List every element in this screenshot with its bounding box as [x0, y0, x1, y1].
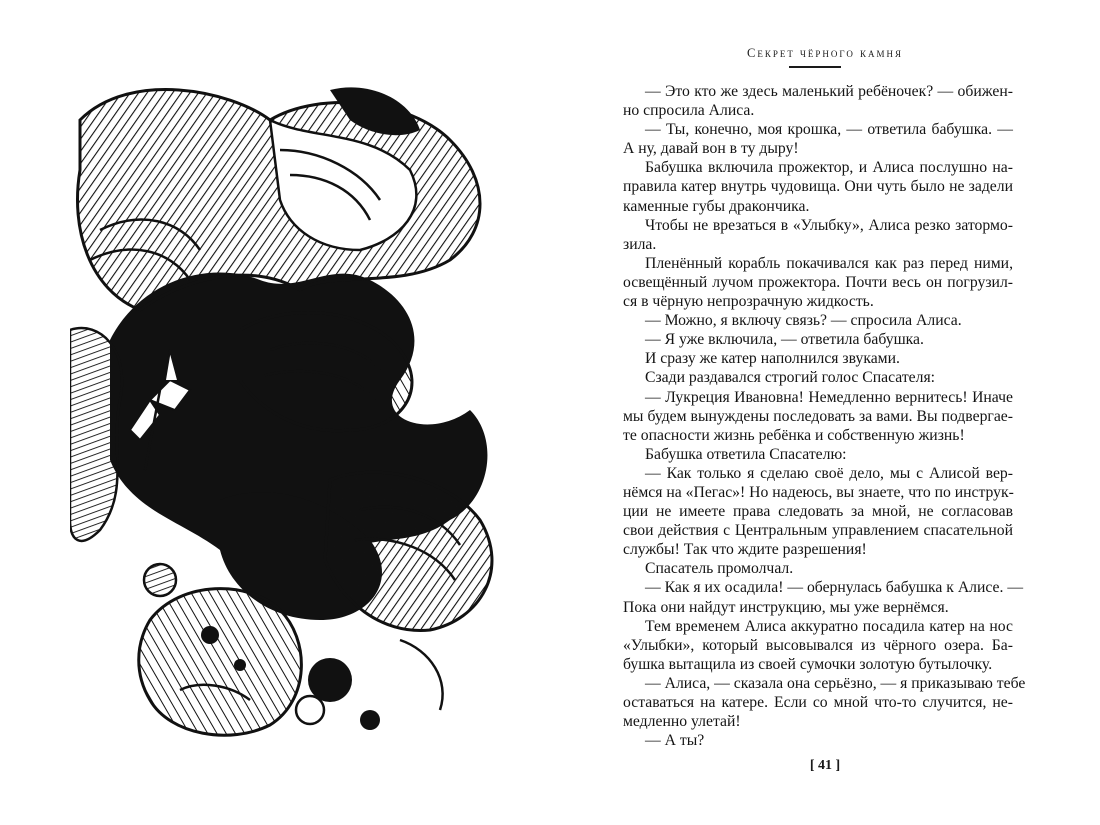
text-line: А ну, давай вон в ту дыру! — [623, 140, 799, 158]
text-line: правила катер внутрь чудовища. Они чуть было не задели — [623, 178, 1013, 196]
text-line: ся в чёрную непрозрачную жидкость. — [623, 293, 874, 311]
text-line: каменные губы дракончика. — [623, 197, 810, 215]
text-line: — Как я их осадила! — обернулась бабушка к Алисе. — — [645, 579, 1024, 597]
text-line: оставаться на катере. Если со мной что-то случится, не- — [623, 694, 1013, 711]
text-line: Чтобы не врезаться в «Улыбку», Алиса резко затормо- — [645, 216, 1013, 234]
ink-illustration-icon — [70, 80, 510, 740]
text-line: — Ты, конечно, моя крошка, — ответила бабушка. — — [645, 121, 1013, 139]
text-line: — Как только я сделаю своё дело, мы с Алисой вер- — [645, 464, 1013, 482]
text-line: зила. — [623, 235, 657, 253]
right-page — [550, 0, 1100, 825]
text-line: службы! Так что ждите разрешения! — [623, 541, 867, 559]
text-line: освещённый лучом прожектора. Почти весь он погрузил- — [623, 273, 1013, 291]
text-line: медленно улетай! — [623, 713, 741, 731]
text-line: — Я уже включила, — ответила бабушка. — [645, 331, 924, 349]
text-line: бушка вытащила из своей сумочки золотую бутылочку. — [623, 655, 993, 673]
text-line: Пленённый корабль покачивался как раз перед ними, — [645, 254, 1013, 272]
text-line: Бабушка включила прожектор, и Алиса послушно на- — [645, 159, 1013, 177]
text-line: Сзади раздавался строгий голос Спасателя: — [645, 369, 936, 387]
text-line: Спасатель промолчал. — [645, 560, 794, 578]
head-rule — [789, 66, 841, 68]
page-number: [ 41 ] — [809, 758, 841, 773]
text-line: Пока они найдут инструкцию, мы уже вернёмся. — [623, 598, 949, 616]
running-head: Секрет чёрного камня — [747, 46, 903, 60]
text-line: — Это кто же здесь маленький ребёночек? — обижен- — [645, 83, 1013, 100]
text-line: нёмся на «Пегас»! Но надеюсь, вы знаете, что по инструк- — [623, 483, 1014, 501]
text-line: ции не имеете права следовать за мной, не согласовав — [623, 503, 1013, 521]
text-line: те опасности жизнь ребёнка и собственную жизнь! — [623, 426, 965, 444]
text-line: Бабушка ответила Спасателю: — [645, 445, 847, 463]
text-line: — А ты? — [645, 732, 705, 750]
text-line: Тем временем Алиса аккуратно посадила катер на нос — [645, 617, 1013, 635]
text-line: — Лукреция Ивановна! Немедленно вернитесь! Иначе — [645, 388, 1013, 406]
text-line: свои действия с Центральным управлением спасательной — [623, 522, 1013, 540]
body-text — [623, 82, 1026, 750]
text-line: «Улыбки», который высовывался из чёрного озера. Ба- — [623, 636, 1013, 654]
text-line: — Алиса, — сказала она серьёзно, — я приказываю тебе — [645, 674, 1026, 692]
text-line: мы будем вынуждены последовать за вами. Вы подвергае- — [623, 407, 1013, 425]
text-line: — Можно, я включу связь? — спросила Алиса. — [645, 312, 962, 330]
text-line: И сразу же катер наполнился звуками. — [645, 350, 900, 368]
text-line: но спросила Алиса. — [623, 102, 755, 120]
